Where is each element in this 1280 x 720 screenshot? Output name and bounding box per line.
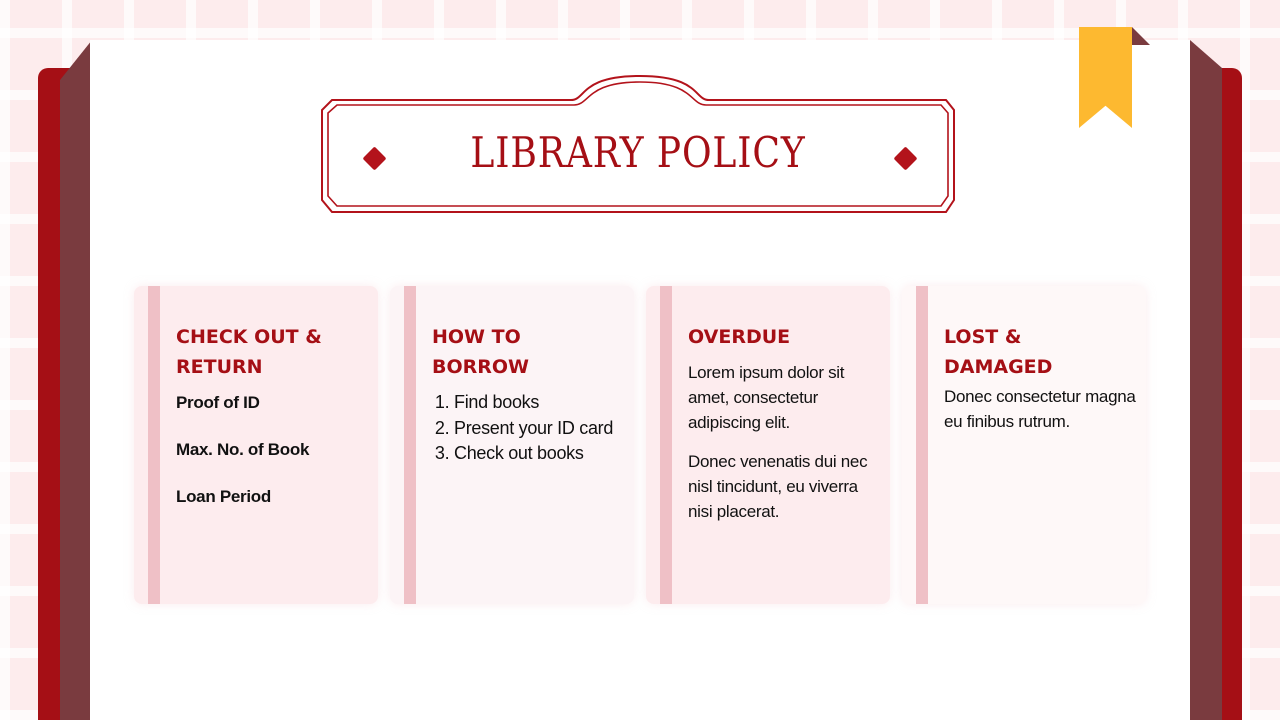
- page-title: LIBRARY POLICY: [470, 128, 806, 177]
- paragraph: Donec venenatis dui nec nisl tincidunt, eu viverra nisi placerat.: [688, 452, 868, 521]
- card-lost-damaged: [902, 286, 1146, 604]
- card-heading: OVERDUE: [688, 326, 791, 348]
- list-item: 2. Present your ID card: [454, 416, 624, 442]
- card-heading: LOST & DAMAGED: [944, 326, 1053, 378]
- list-item: 1. Find books: [454, 390, 624, 416]
- card-how-to-borrow: [390, 286, 634, 604]
- card-heading: HOW TO BORROW: [432, 326, 530, 378]
- card-stripe: [148, 286, 160, 604]
- borrow-steps-list: [432, 390, 624, 467]
- card-stripe: [660, 286, 672, 604]
- card-overdue: [646, 286, 890, 604]
- book-spine-left: [60, 40, 92, 720]
- card-heading: CHECK OUT & RETURN: [176, 326, 322, 378]
- book-spine-right: [1190, 40, 1222, 720]
- list-item: Loan Period: [176, 487, 271, 506]
- card-check-out-return: [134, 286, 378, 604]
- paragraph: Lorem ipsum dolor sit amet, consectetur adipiscing elit.: [688, 363, 845, 432]
- list-item: Max. No. of Book: [176, 440, 310, 459]
- list-item: Proof of ID: [176, 393, 260, 412]
- list-item: 3. Check out books: [454, 441, 624, 467]
- paragraph: Donec consectetur magna eu finibus rutrum.: [944, 387, 1136, 431]
- card-stripe: [916, 286, 928, 604]
- card-stripe: [404, 286, 416, 604]
